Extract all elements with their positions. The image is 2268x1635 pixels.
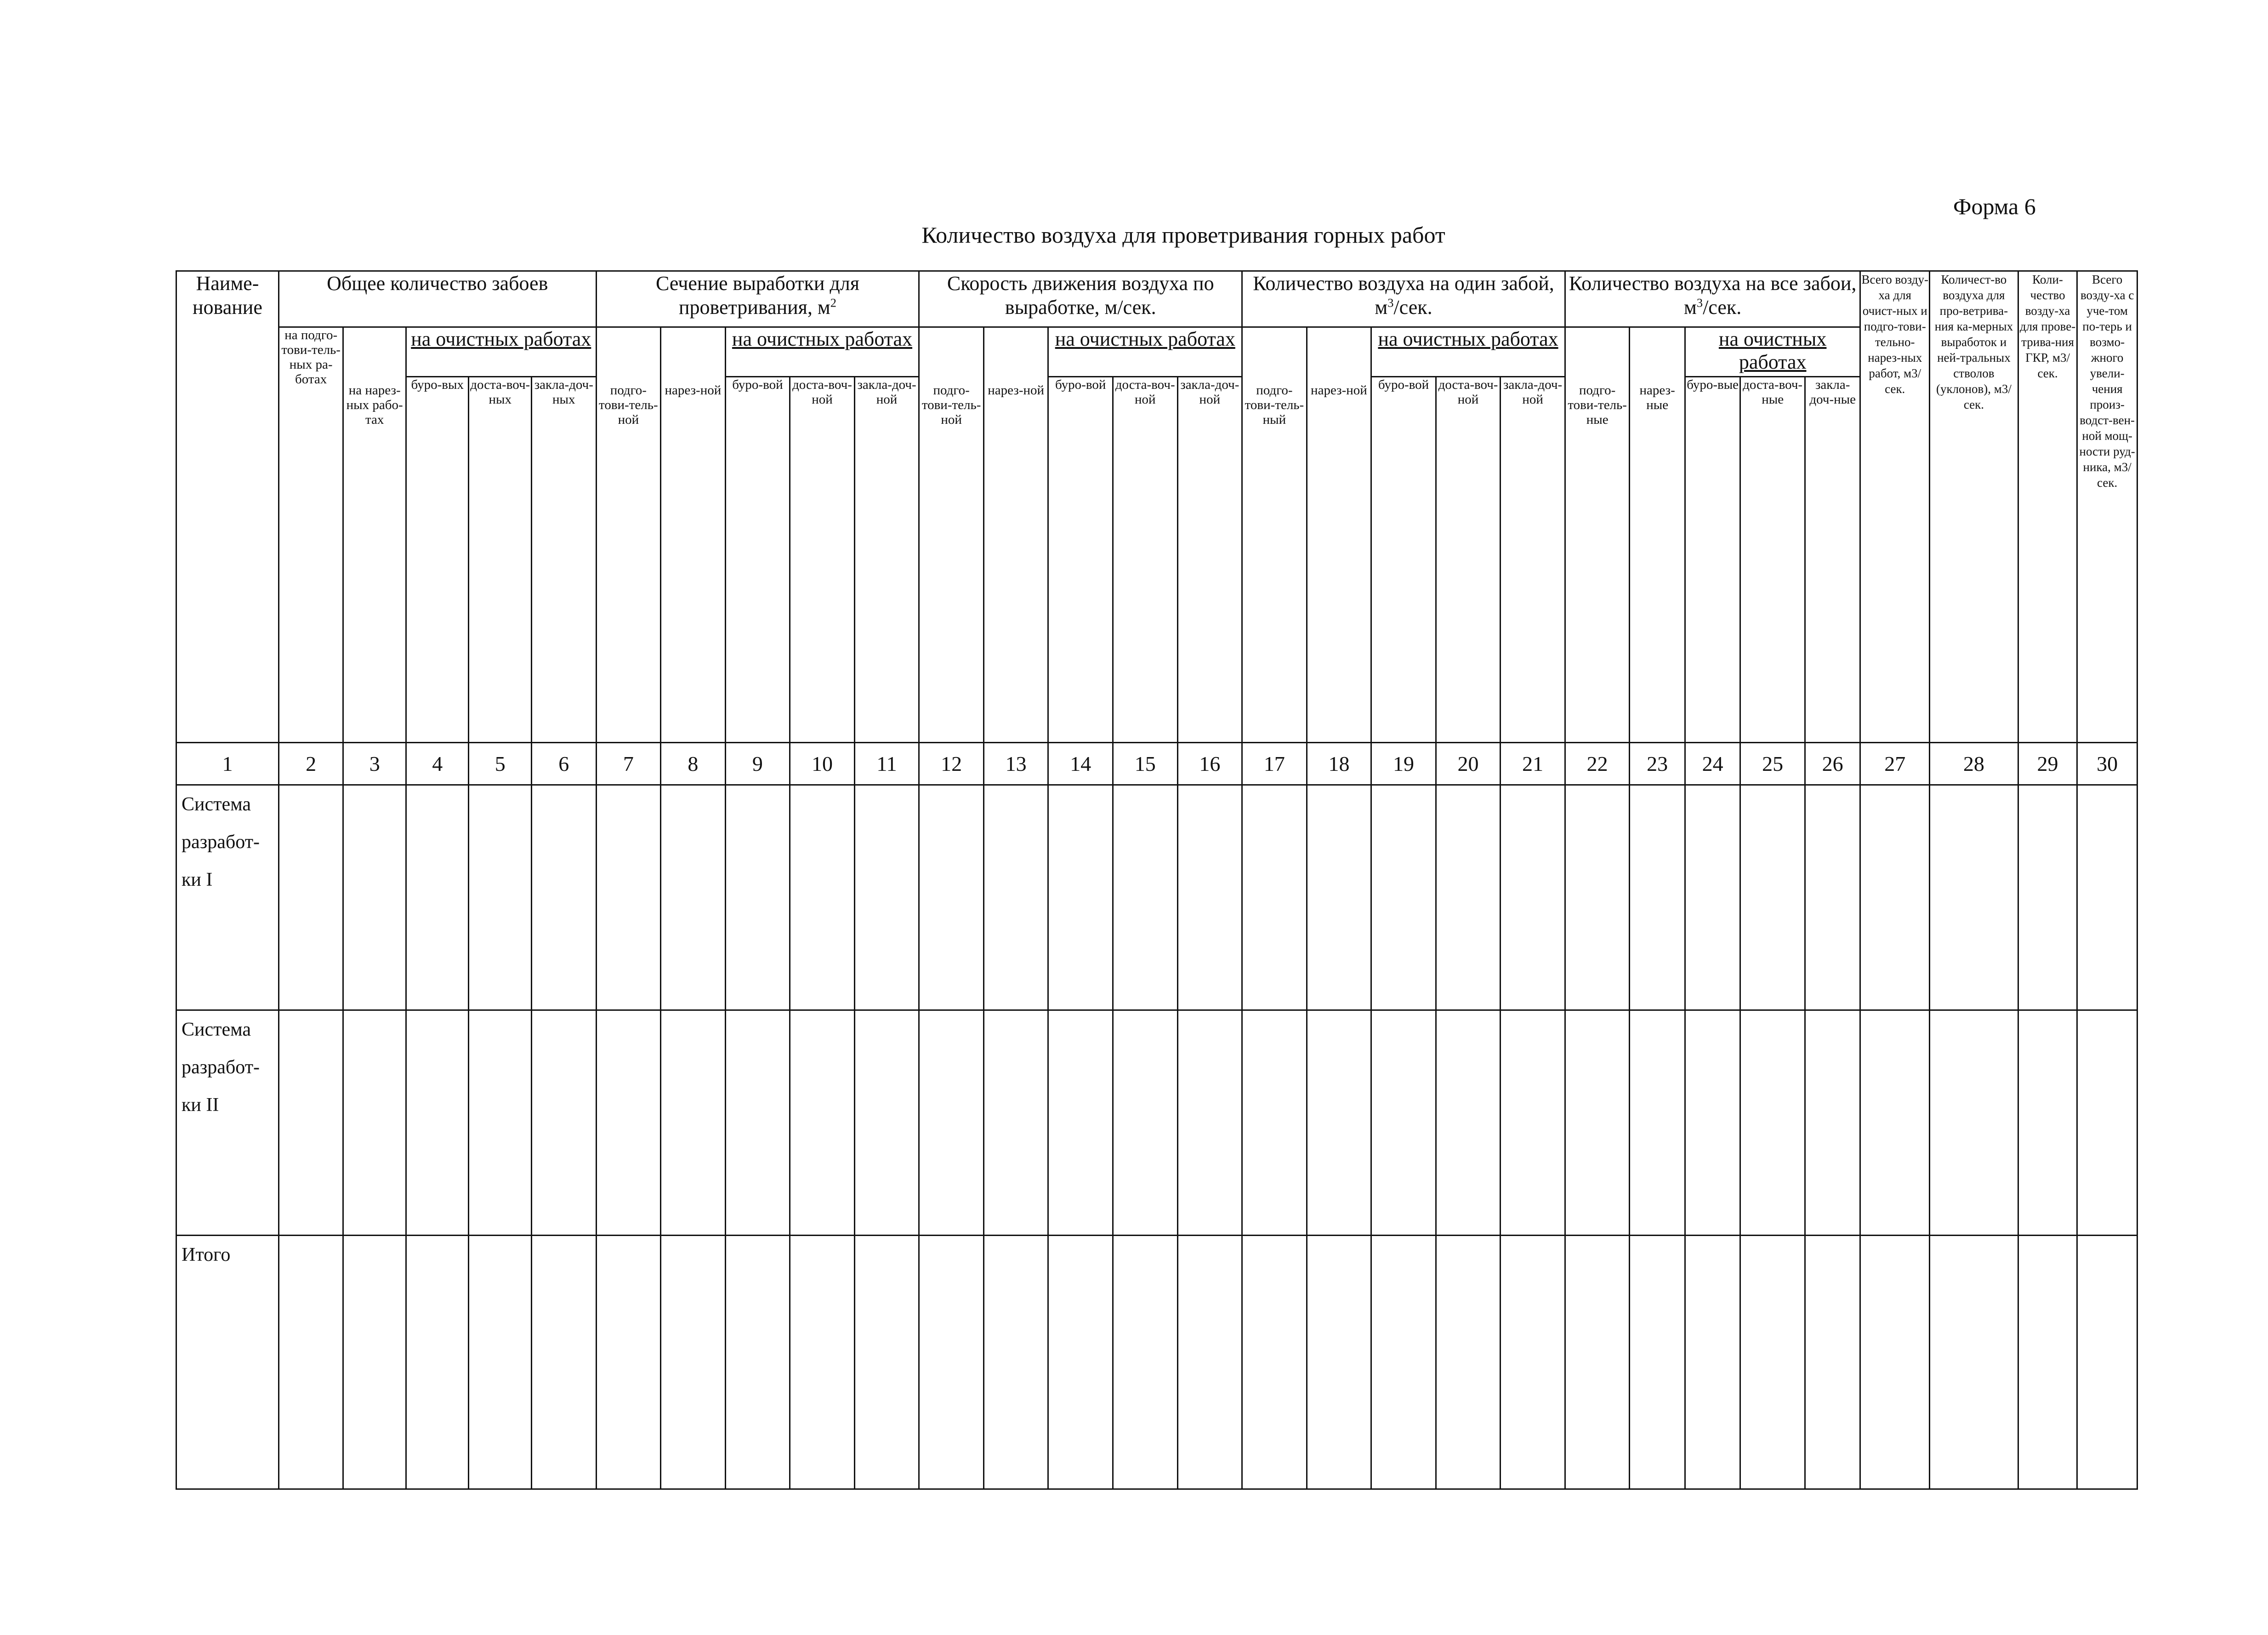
table-cell[interactable]	[279, 785, 343, 1010]
air-quantity-table	[176, 270, 2138, 1488]
table-cell[interactable]	[1307, 1236, 1371, 1489]
form-number: Форма 6	[1953, 194, 2036, 219]
header-gkr-air: Коли-чество возду-ха для прове-трива-ния ГКР, м3/сек.	[2018, 271, 2077, 743]
column-number: 21	[1501, 743, 1565, 785]
table-row	[176, 1010, 2137, 1236]
column-number: 15	[1113, 743, 1177, 785]
column-number: 25	[1740, 743, 1805, 785]
table-cell[interactable]	[1685, 785, 1740, 1010]
sub-faces-fill: закла-доч-ных	[532, 377, 597, 743]
column-number: 4	[406, 743, 469, 785]
header-chamber-air: Количест-во воздуха для про-ветрива-ния ка-мерных выработок и ней-тральных стволов (уклонов), м3/сек.	[1930, 271, 2018, 743]
sub-speed-prep: подго-тови-тель-ной	[919, 327, 984, 743]
table-cell[interactable]	[1740, 1010, 1805, 1236]
table-cell[interactable]	[1113, 785, 1177, 1010]
column-number: 18	[1307, 743, 1371, 785]
table-cell[interactable]	[406, 1236, 469, 1489]
group-header-speed: Скорость движения воздуха по выработке, м/сек.	[919, 271, 1242, 327]
sub-faces-drill: буро-вых	[406, 377, 469, 743]
table-cell[interactable]	[725, 785, 790, 1010]
table-cell[interactable]	[532, 785, 597, 1010]
table-row	[176, 1236, 2137, 1489]
table-cell[interactable]	[725, 1010, 790, 1236]
table-cell[interactable]	[661, 785, 726, 1010]
table-cell[interactable]	[343, 1236, 406, 1489]
column-number: 23	[1630, 743, 1685, 785]
sub-faces-deliv: доста-воч-ных	[469, 377, 532, 743]
group-header-section: Сечение выработки для проветривания, $м^2$	[596, 271, 919, 327]
table-cell[interactable]	[919, 1010, 984, 1236]
column-number: 19	[1371, 743, 1436, 785]
table-cell[interactable]	[596, 1236, 661, 1489]
table-cell[interactable]	[1740, 785, 1805, 1010]
table-cell[interactable]	[406, 1010, 469, 1236]
sub-allfaces-clean: на очистных работах	[1685, 327, 1860, 377]
column-number: 27	[1860, 743, 1930, 785]
table-cell[interactable]	[919, 785, 984, 1010]
sub-allfaces-cut: нарез-ные	[1630, 327, 1685, 743]
table-cell[interactable]	[1501, 1236, 1565, 1489]
table-cell[interactable]	[1177, 1010, 1242, 1236]
table-cell[interactable]	[1242, 785, 1307, 1010]
group-header-faces: Общее количество забоев	[279, 271, 596, 327]
table-cell[interactable]	[1113, 1010, 1177, 1236]
column-number: 17	[1242, 743, 1307, 785]
table-cell[interactable]	[790, 1010, 855, 1236]
sub-section-drill: буро-вой	[725, 377, 790, 743]
column-number: 13	[983, 743, 1048, 785]
table-cell[interactable]	[1307, 1010, 1371, 1236]
table-cell[interactable]	[919, 1236, 984, 1489]
table-cell[interactable]	[1048, 1010, 1113, 1236]
table-cell[interactable]	[1177, 785, 1242, 1010]
column-number: 2	[279, 743, 343, 785]
sub-allfaces-prep: подго-тови-тель-ные	[1565, 327, 1630, 743]
group-header-air-all-faces: Количество воздуха на все забои, $м^3$/сек.	[1565, 271, 1860, 327]
table-cell[interactable]	[2077, 1236, 2137, 1489]
sub-speed-drill: буро-вой	[1048, 377, 1113, 743]
table-cell[interactable]	[1930, 1236, 2018, 1489]
table-cell[interactable]	[661, 1236, 726, 1489]
sub-speed-cut: нарез-ной	[983, 327, 1048, 743]
table-cell[interactable]	[1860, 1010, 1930, 1236]
table-cell[interactable]	[983, 1010, 1048, 1236]
table-cell[interactable]	[1436, 1010, 1501, 1236]
sub-faces-prep: на подго-тови-тель-ных ра-ботах	[279, 327, 343, 743]
table-cell[interactable]	[1501, 1010, 1565, 1236]
column-number: 12	[919, 743, 984, 785]
column-number: 20	[1436, 743, 1501, 785]
sub-allfaces-deliv: доста-воч-ные	[1740, 377, 1805, 743]
sub-section-deliv: доста-воч-ной	[790, 377, 855, 743]
table-cell[interactable]	[1113, 1236, 1177, 1489]
table-cell[interactable]	[854, 785, 919, 1010]
sub-faces-cut: на нарез-ных рабо-тах	[343, 327, 406, 743]
table-cell[interactable]	[2018, 785, 2077, 1010]
column-number: 16	[1177, 743, 1242, 785]
table-cell[interactable]	[1630, 1236, 1685, 1489]
column-number: 9	[725, 743, 790, 785]
column-number: 24	[1685, 743, 1740, 785]
row-label: Система разработ-ки II	[176, 1010, 279, 1236]
sub-allfaces-drill: буро-вые	[1685, 377, 1740, 743]
sub-section-cut: нарез-ной	[661, 327, 726, 743]
table-cell[interactable]	[1436, 785, 1501, 1010]
column-number: 3	[343, 743, 406, 785]
column-number: 7	[596, 743, 661, 785]
column-number: 5	[469, 743, 532, 785]
column-number: 22	[1565, 743, 1630, 785]
column-numbers-row	[176, 743, 2137, 785]
table-cell[interactable]	[2018, 1010, 2077, 1236]
table-cell[interactable]	[469, 1236, 532, 1489]
sub-perface-fill: закла-доч-ной	[1501, 377, 1565, 743]
table-cell[interactable]	[1242, 1010, 1307, 1236]
sub-section-clean: на очистных работах	[725, 327, 919, 377]
table-cell[interactable]	[725, 1236, 790, 1489]
column-number: 14	[1048, 743, 1113, 785]
sub-faces-clean: на очистных работах	[406, 327, 596, 377]
table-cell[interactable]	[596, 785, 661, 1010]
sub-section-prep: подго-тови-тель-ной	[596, 327, 661, 743]
group-header-air-per-face: Количество воздуха на один забой, $м^3$/сек.	[1242, 271, 1565, 327]
table-row	[176, 785, 2137, 1010]
table-cell[interactable]	[2018, 1236, 2077, 1489]
sub-perface-deliv: доста-воч-ной	[1436, 377, 1501, 743]
table-cell[interactable]	[1860, 1236, 1930, 1489]
table-cell[interactable]	[1242, 1236, 1307, 1489]
table-cell[interactable]	[343, 1010, 406, 1236]
table-cell[interactable]	[2077, 785, 2137, 1010]
table-cell[interactable]	[1685, 1236, 1740, 1489]
header-name: Наиме-нование	[176, 271, 279, 743]
table-cell[interactable]	[854, 1010, 919, 1236]
sub-perface-prep: подго-тови-тель-ный	[1242, 327, 1307, 743]
sub-perface-clean: на очистных работах	[1371, 327, 1565, 377]
table-cell[interactable]	[343, 785, 406, 1010]
table-cell[interactable]	[1805, 1236, 1860, 1489]
column-number: 1	[176, 743, 279, 785]
row-label: Итого	[176, 1236, 279, 1489]
table-cell[interactable]	[1177, 1236, 1242, 1489]
document-title: Количество воздуха для проветривания горных работ	[921, 222, 1445, 248]
table-grid	[176, 270, 2138, 1490]
table-cell[interactable]	[406, 785, 469, 1010]
table-cell[interactable]	[1565, 1010, 1630, 1236]
table-cell[interactable]	[1740, 1236, 1805, 1489]
column-number: 8	[661, 743, 726, 785]
table-cell[interactable]	[1048, 1236, 1113, 1489]
header-total-air-with-losses: Всего возду-ха с уче-том по-терь и возмо-жного увели-чения произ-водст-вен-ной мощ-ности руд-ника, м3/сек.	[2077, 271, 2137, 743]
sub-speed-deliv: доста-воч-ной	[1113, 377, 1177, 743]
table-cell[interactable]	[469, 785, 532, 1010]
sub-perface-cut: нарез-ной	[1307, 327, 1371, 743]
row-label: Система разработ-ки I	[176, 785, 279, 1010]
column-number: 6	[532, 743, 597, 785]
column-number: 26	[1805, 743, 1860, 785]
sub-section-fill: закла-доч-ной	[854, 377, 919, 743]
table-cell[interactable]	[1371, 1236, 1436, 1489]
table-cell[interactable]	[1565, 1236, 1630, 1489]
table-cell[interactable]	[1371, 1010, 1436, 1236]
table-cell[interactable]	[790, 1236, 855, 1489]
sub-allfaces-fill: закла-доч-ные	[1805, 377, 1860, 743]
table-cell[interactable]	[790, 785, 855, 1010]
sub-speed-clean: на очистных работах	[1048, 327, 1242, 377]
table-cell[interactable]	[469, 1010, 532, 1236]
table-cell[interactable]	[279, 1010, 343, 1236]
column-number: 30	[2077, 743, 2137, 785]
column-number: 11	[854, 743, 919, 785]
column-number: 28	[1930, 743, 2018, 785]
table-cell[interactable]	[983, 785, 1048, 1010]
table-cell[interactable]	[1371, 785, 1436, 1010]
table-cell[interactable]	[596, 1010, 661, 1236]
table-cell[interactable]	[1805, 1010, 1860, 1236]
table-cell[interactable]	[661, 1010, 726, 1236]
table-cell[interactable]	[854, 1236, 919, 1489]
table-cell[interactable]	[1436, 1236, 1501, 1489]
table-cell[interactable]	[2077, 1010, 2137, 1236]
table-cell[interactable]	[983, 1236, 1048, 1489]
sub-speed-fill: закла-доч-ной	[1177, 377, 1242, 743]
table-cell[interactable]	[1930, 1010, 2018, 1236]
table-cell[interactable]	[532, 1236, 597, 1489]
table-cell[interactable]	[1805, 785, 1860, 1010]
table-cell[interactable]	[279, 1236, 343, 1489]
table-cell[interactable]	[1630, 1010, 1685, 1236]
table-cell[interactable]	[532, 1010, 597, 1236]
column-number: 10	[790, 743, 855, 785]
table-cell[interactable]	[1860, 785, 1930, 1010]
table-cell[interactable]	[1630, 785, 1685, 1010]
column-number: 29	[2018, 743, 2077, 785]
table-cell[interactable]	[1930, 785, 2018, 1010]
table-cell[interactable]	[1565, 785, 1630, 1010]
table-cell[interactable]	[1307, 785, 1371, 1010]
header-total-air: Всего возду-ха для очист-ных и подго-тови-тельно-нарез-ных работ, м3/сек.	[1860, 271, 1930, 743]
table-cell[interactable]	[1048, 785, 1113, 1010]
table-cell[interactable]	[1501, 785, 1565, 1010]
sub-perface-drill: буро-вой	[1371, 377, 1436, 743]
table-cell[interactable]	[1685, 1010, 1740, 1236]
